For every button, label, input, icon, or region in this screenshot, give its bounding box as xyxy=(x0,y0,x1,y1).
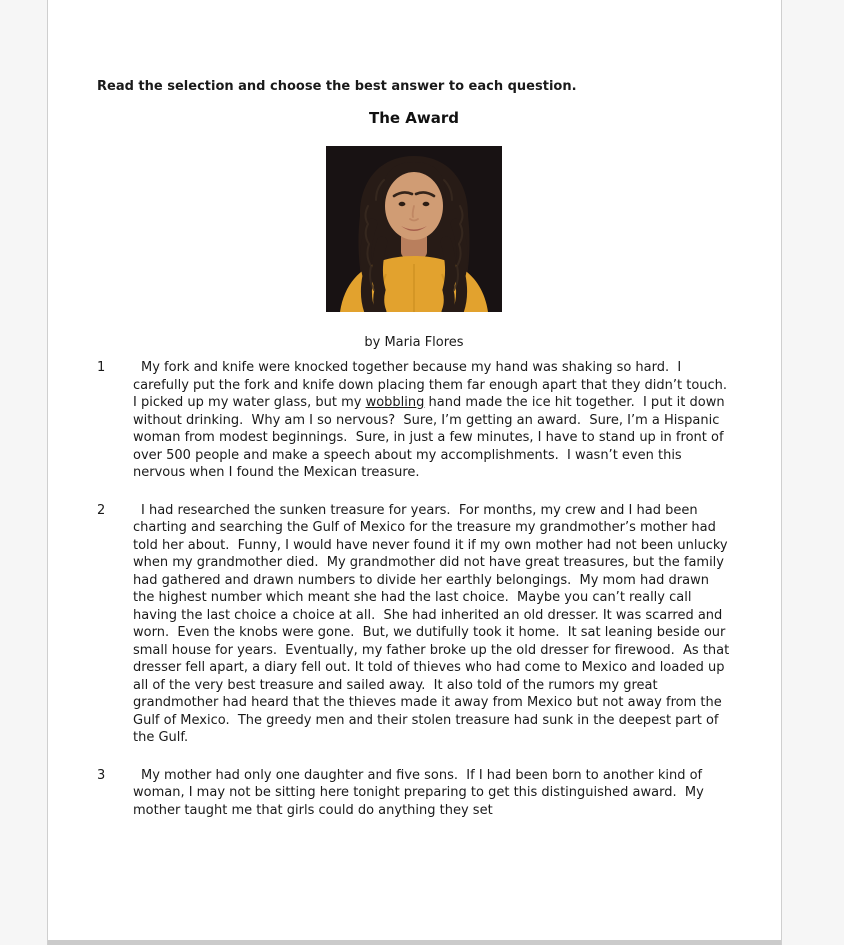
right-eye xyxy=(423,202,430,206)
author-byline: by Maria Flores xyxy=(364,335,464,350)
author-portrait-image xyxy=(326,146,502,312)
paragraph-text: My mother had only one daughter and five sons. If I had been born to another kind of woman, I may not be sitting here tonight preparing to get this distinguished award. My mother taught me that girls could do anything they set xyxy=(133,767,708,818)
paragraph-row xyxy=(97,359,736,482)
paragraph-row xyxy=(97,502,734,747)
paragraph-number: 1 xyxy=(97,360,106,375)
passage-content xyxy=(48,0,781,819)
underlined-word: wobbling xyxy=(365,395,425,410)
paragraph-text: My fork and knife were knocked together because my hand was shaking so hard. I carefully put the fork and knife down placing them far enough apart that they didn’t touch. I picked up my water glass, but my wobbling hand made the ice hit together. I put it down without drinking. Why am I so nervous? Sure, I’m getting an award. Sure, I’m a Hispanic woman from modest beginnings. Sure, in just a few minutes, I have to stand up in front of over 500 people and make a speech about my accomplishments. I wasn’t even this nervous when I found the Mexican treasure. xyxy=(133,360,736,480)
paragraph-row xyxy=(97,767,731,820)
paragraph-text: I had researched the sunken treasure for years. For months, my crew and I had been charting and searching the Gulf of Mexico for the treasure my grandmother’s mother had told her about. Funny, I would have never found it if my own mother had not been unlucky when my grandmother died. My grandmother did not have great treasures, but the family had gathered and drawn numbers to divide her earthly belongings. My mom had drawn the highest number which meant she had the last choice. Maybe you can’t really call having the last choice a choice at all. She had inherited an old dresser. It was scarred and worn. Even the knobs were gone. But, we dutifully took it home. It sat leaning beside our small house for years. Eventually, my father broke up the old dresser for firewood. As that dresser fell apart, a diary fell out. It told of thieves who had come to Mexico and loaded up all of the very best treasure and sailed away. It also told of the rumors my great grandmother had heard that the thieves made it away from Mexico but not away from the Gulf of Mexico. The greedy men and their stolen treasure had sunk in the deepest part of the Gulf. xyxy=(133,502,734,745)
passage-title: The Award xyxy=(368,109,460,127)
document-page xyxy=(47,0,782,945)
photo-container xyxy=(97,146,731,312)
paragraph-number: 3 xyxy=(97,767,106,783)
test-instruction: Read the selection and choose the best answer to each question. xyxy=(97,79,577,94)
horizontal-scrollbar[interactable] xyxy=(48,940,781,945)
paragraph-number: 2 xyxy=(97,502,106,518)
left-eye xyxy=(399,202,406,206)
paragraph-list xyxy=(97,359,736,819)
